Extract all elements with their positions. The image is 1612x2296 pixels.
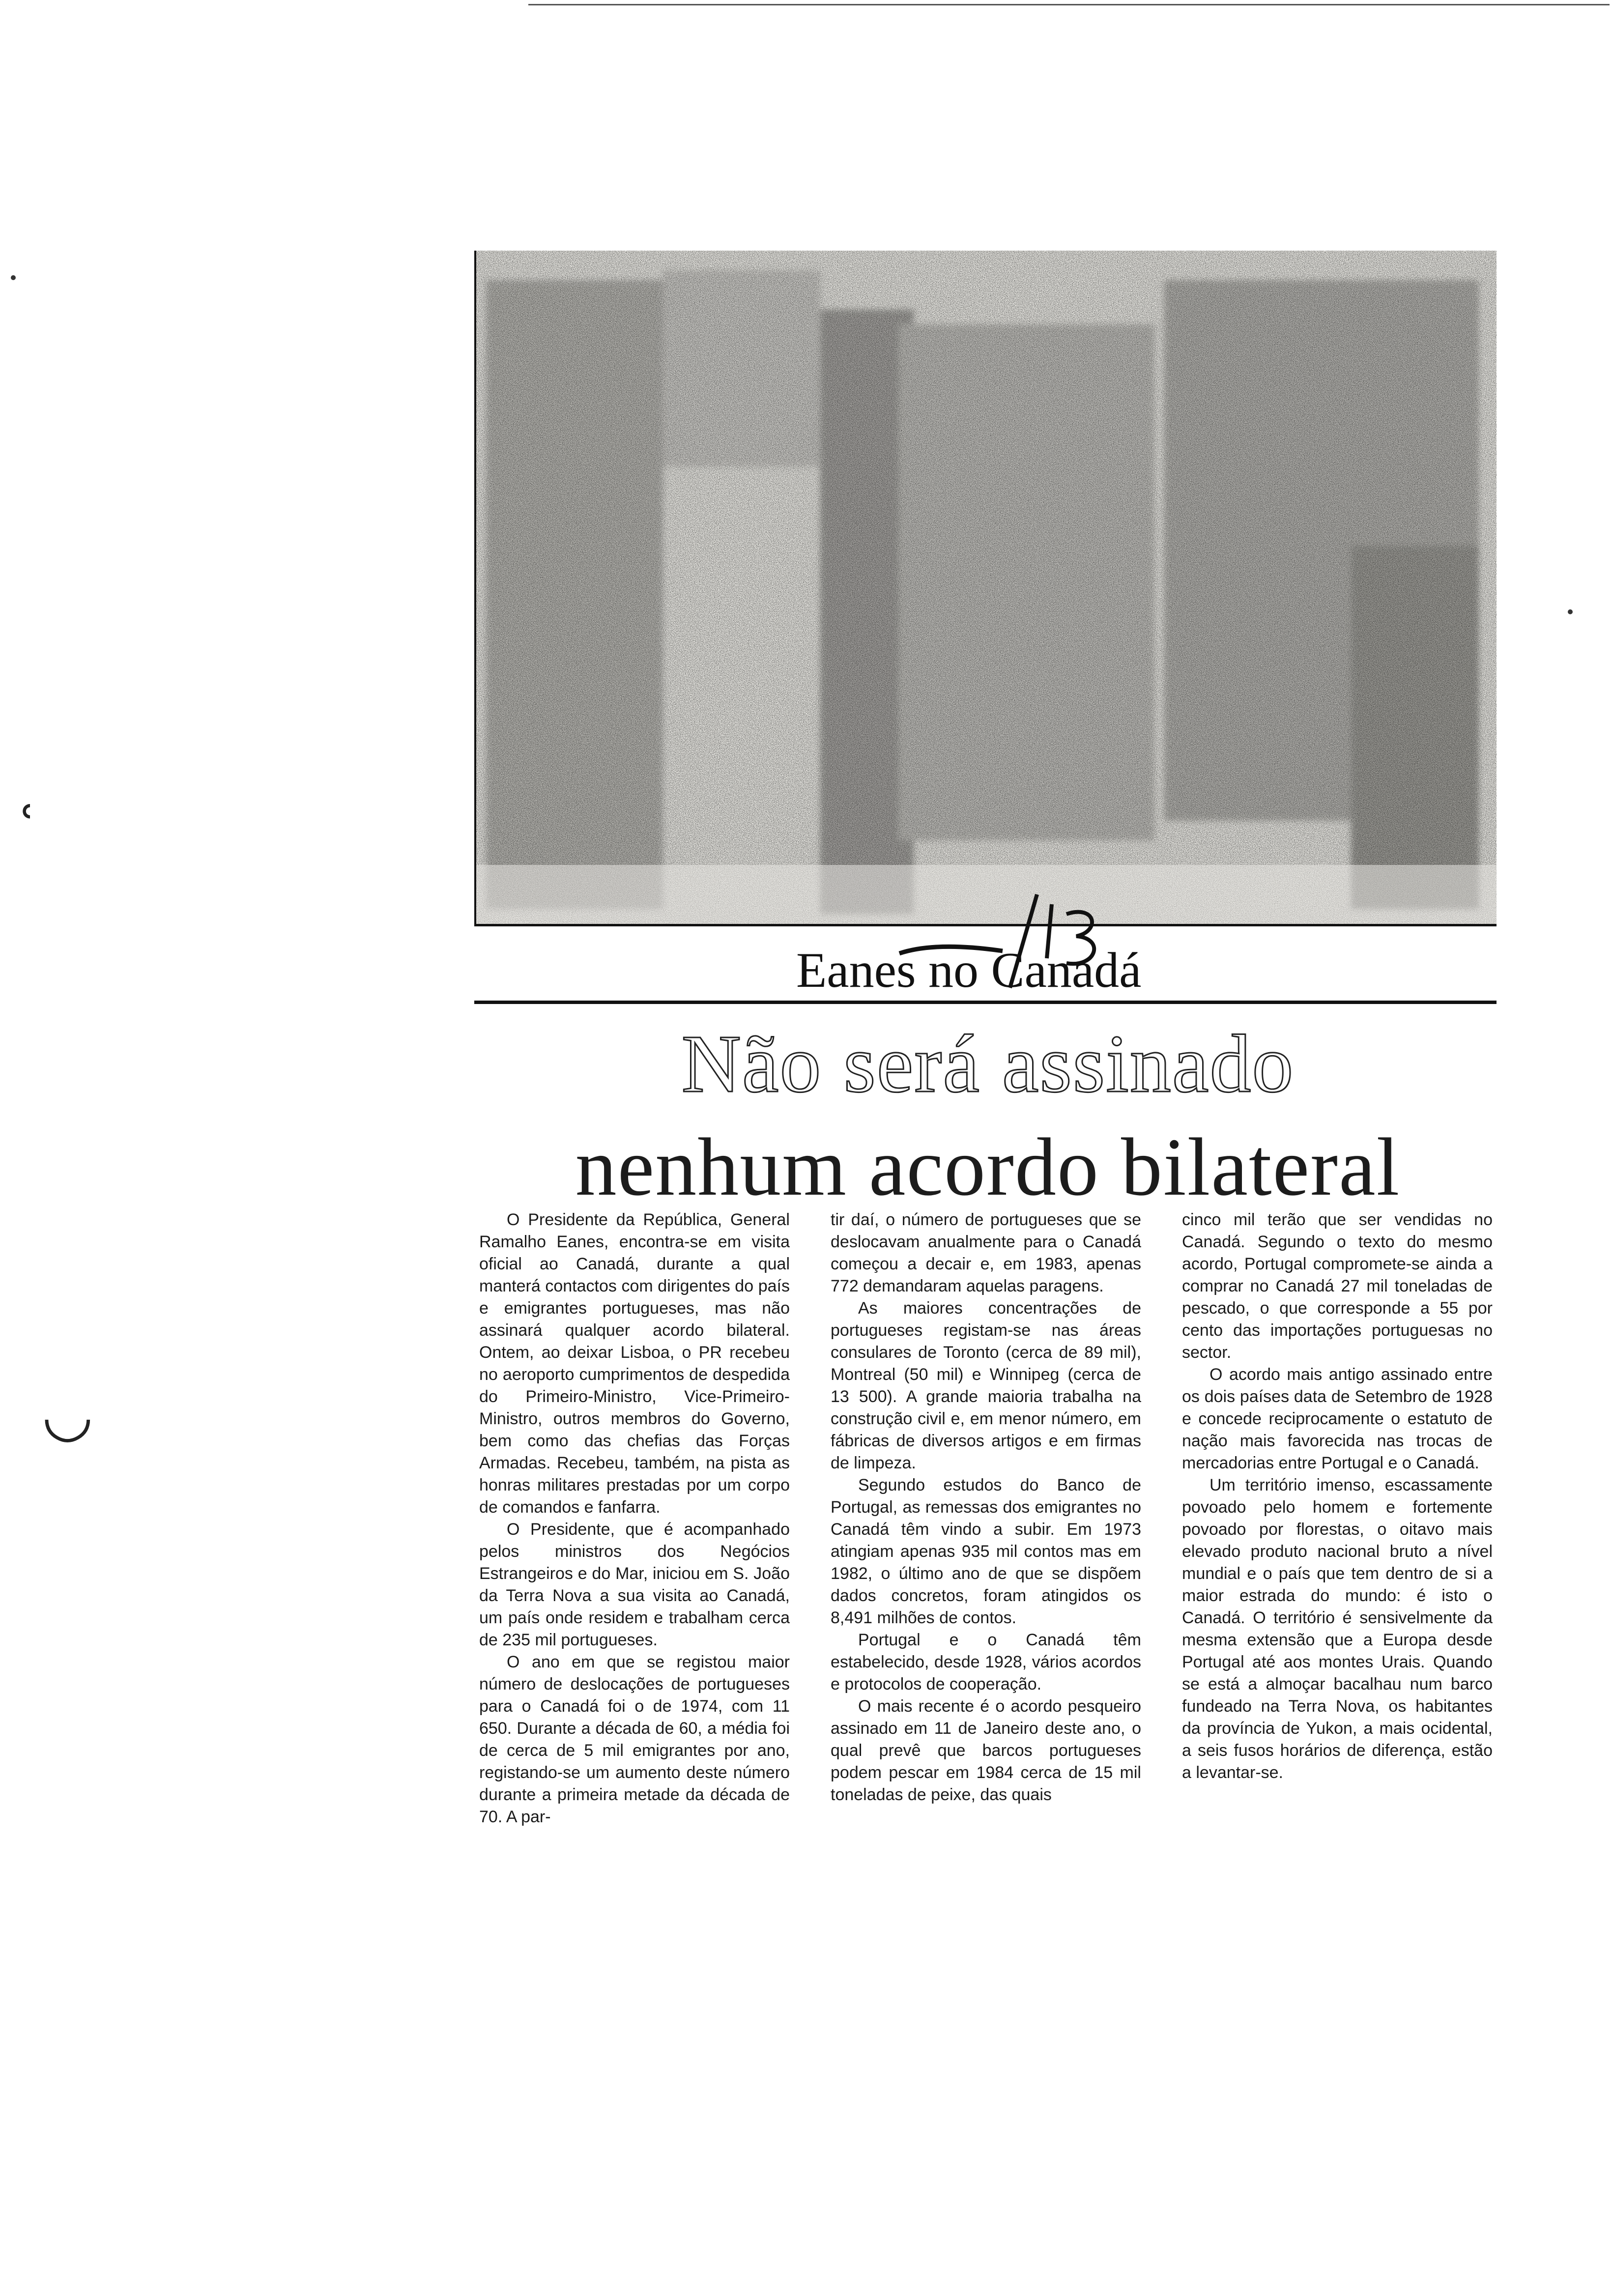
article-column-3 — [1182, 1209, 1493, 2035]
speck — [11, 275, 16, 280]
paragraph: O Presidente, que é acompanhado pelos ministros dos Negócios Estrangeiros e do Mar, iniciou em S. João da Terra Nova a sua visita ao Canadá, um país onde residem e trabalham cerca de 235 mil portugueses. — [479, 1520, 790, 1649]
headline — [521, 1012, 1455, 1219]
paragraph: As maiores concentrações de portugueses registam-se nas áreas consulares de Toronto (cerca de 89 mil), Montreal (50 mil) e Winnipeg (cerca de 13 500). A grande maioria trabalha na construção civil e, em menor número, em fábricas de diversos artigos e em firmas de limpeza. — [831, 1299, 1141, 1472]
degraded-photo-illustration — [476, 251, 1497, 924]
article-column-2 — [831, 1209, 1141, 2035]
margin-mark-arc: ◡ — [42, 1381, 93, 1449]
paragraph: O acordo mais antigo assinado entre os dois países data de Setembro de 1928 e concede reciprocamente o estatuto de nação mais favorecida nas trocas de mercadorias entre Portugal e o Canadá. — [1182, 1365, 1493, 1472]
headline-line-2: nenhum acordo bilateral — [575, 1121, 1401, 1213]
article-photo — [474, 251, 1497, 926]
margin-mark-c: ˓ — [20, 782, 36, 845]
headline-line-1: Não será assinado — [681, 1018, 1295, 1110]
paragraph: cinco mil terão que ser vendidas no Canadá. Segundo o texto do mesmo acordo, Portugal compromete-se ainda a comprar no Canadá 27 mil toneladas de pescado, o que corresponde a 55 por cento das importações portuguesas no sector. — [1182, 1210, 1493, 1362]
paragraph: Segundo estudos do Banco de Portugal, as remessas dos emigrantes no Canadá têm vindo a subir. Em 1973 atingiam apenas 935 mil contos mas em 1982, o último ano de que se dispõem dados concretos, foram atingidos os 8,491 milhões de contos. — [831, 1476, 1141, 1627]
paragraph: O ano em que se registou maior número de deslocações de portugueses para o Canadá foi o de 1974, com 11 650. Durante a década de 60, a média foi de cerca de 5 mil emigrantes por ano, registando-se um aumento deste número durante a primeira metade da década de 70. A par- — [479, 1653, 790, 1826]
paragraph: tir daí, o número de portugueses que se deslocavam anualmente para o Canadá começou a decair e, em 1983, apenas 772 demandaram aquelas paragens. — [831, 1210, 1141, 1295]
paragraph: Portugal e o Canadá têm estabelecido, desde 1928, vários acordos e protocolos de cooperação. — [831, 1631, 1141, 1693]
paragraph: O mais recente é o acordo pesqueiro assinado em 11 de Janeiro deste ano, o qual prevê que barcos portugueses podem pescar em 1984 cerca de 15 mil toneladas de peixe, das quais — [831, 1697, 1141, 1804]
kicker-title: Eanes no Canadá — [796, 943, 1142, 998]
speck — [1568, 609, 1573, 614]
paragraph: Um território imenso, escassamente povoado pelo homem e fortemente povoado por florestas, o oitavo mais elevado produto nacional bruto a nível mundial e o país que tem dentro de si a maior estrada do mundo: é isto o Canadá. O território é sensivelmente da mesma extensão que a Europa desde Portugal até aos montes Urais. Quando se está a almoçar bacalhau num barco fundeado na Terra Nova, os habitantes da província de Yukon, a mais ocidental, a seis fusos horários de diferença, estão a levantar-se. — [1182, 1476, 1493, 1782]
top-edge-rule — [528, 4, 1610, 5]
paragraph: O Presidente da República, General Ramalho Eanes, encontra-se em visita oficial ao Canadá, durante a qual manterá contactos com dirigentes do país e emigrantes portugueses, mas não assinará qualquer acordo bilateral. Ontem, ao deixar Lisboa, o PR recebeu no aeroporto cumprimentos de despedida do Primeiro-Ministro, Vice-Primeiro-Ministro, outros membros do Governo, bem como das chefias das Forças Armadas. Recebeu, também, na pista as honras militares prestadas por um corpo de comandos e fanfarra. — [479, 1210, 790, 1517]
article-column-1 — [479, 1209, 790, 2035]
headline-rule — [474, 1001, 1497, 1004]
